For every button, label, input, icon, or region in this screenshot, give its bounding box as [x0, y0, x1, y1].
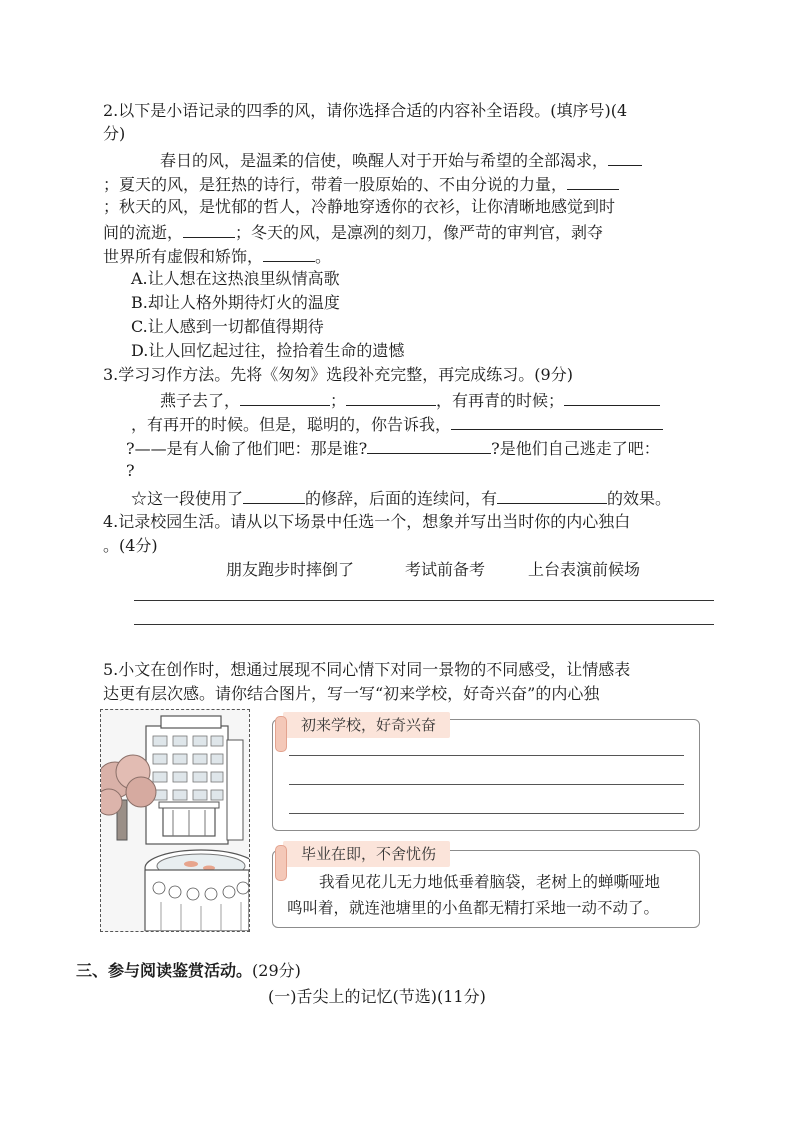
box1-answer-line-3[interactable] [289, 813, 684, 814]
q2-title-line2: 分) [103, 124, 126, 143]
q3-text: ，有再开的时候。但是，聪明的，你告诉我， [131, 415, 452, 434]
box1-answer-line-2[interactable] [289, 784, 684, 785]
q4-answer-line-1[interactable] [134, 600, 714, 601]
q3-line1 [160, 387, 660, 413]
answer-blank-7[interactable] [564, 387, 660, 406]
section3-score: (29分) [252, 961, 301, 980]
q2-passage-text: 春日的风，是温柔的信使，唤醒人对于开始与希望的全部渴求， [160, 151, 609, 170]
q4-scene-2: 考试前备考 [405, 560, 486, 579]
q2-passage-line4 [103, 219, 603, 245]
section3-heading [76, 959, 301, 983]
answer-blank-5[interactable] [240, 387, 330, 406]
q3-text: ☆这一段使用了 [131, 489, 244, 508]
box2-text-line1: 我看见花儿无力地低垂着脑袋，老树上的蝉嘶哑地 [319, 873, 661, 891]
q5-title-line2: 达更有层次感。请你结合图片，写一写“初来学校，好奇兴奋”的内心独 [103, 684, 600, 703]
q3-star-line [131, 485, 671, 511]
q4-title-line1: 4.记录校园生活。请从以下场景中任选一个，想象并写出当时你的内心独白 [103, 512, 631, 531]
box2-label-ribbon [283, 841, 450, 867]
school-building-image [101, 710, 249, 931]
q2-passage-line1 [160, 147, 642, 173]
section3-title: 三、参与阅读鉴赏活动。 [76, 961, 253, 980]
q2-title-line1: 2.以下是小语记录的四季的风，请你选择合适的内容补全语段。(填序号)(4 [103, 101, 628, 120]
q4-scene-1: 朋友跑步时摔倒了 [226, 560, 355, 579]
q2-option-d: D.让人回忆起过往，捡拾着生命的遗憾 [131, 341, 405, 360]
answer-blank-6[interactable] [346, 387, 436, 406]
answer-blank-11[interactable] [497, 485, 607, 504]
q4-answer-line-2[interactable] [134, 624, 714, 625]
q2-passage-line3: ；秋天的风，是忧郁的哲人，冷静地穿透你的衣衫，让你清晰地感觉到时 [103, 197, 616, 216]
q4-scene-3: 上台表演前候场 [528, 560, 641, 579]
q2-option-a: A.让人想在这热浪里纵情高歌 [131, 269, 340, 288]
box2-label: 毕业在即，不舍忧伤 [301, 845, 437, 863]
q3-text: ； [330, 391, 347, 410]
ribbon-curl-icon [275, 845, 287, 881]
q3-line3 [126, 435, 660, 461]
box1-answer-line-1[interactable] [289, 755, 684, 756]
q3-line4: ? [126, 461, 135, 480]
q2-passage-text: 间的流逝， [103, 223, 184, 242]
answer-blank-1[interactable] [608, 147, 642, 166]
q3-line2 [131, 411, 663, 437]
writing-box-sad [272, 845, 700, 928]
box2-text-line2: 鸣叫着，就连池塘里的小鱼都无精打采地一动不动了。 [287, 899, 660, 917]
box1-label-ribbon [283, 712, 450, 738]
q3-text: 的效果。 [607, 489, 672, 508]
q2-passage-text: ；夏天的风，是狂热的诗行，带着一股原始的、不由分说的力量， [103, 175, 568, 194]
writing-box-curious [272, 716, 700, 831]
answer-blank-3[interactable] [183, 219, 235, 238]
q2-passage-line2 [103, 171, 619, 197]
q3-text: ?——是有人偷了他们吧：那是谁? [126, 439, 368, 458]
q2-passage-text: 。 [315, 247, 332, 266]
q3-text: 的修辞，后面的连续问，有 [305, 489, 498, 508]
ribbon-curl-icon [275, 716, 287, 752]
q3-title: 3.学习习作方法。先将《匆匆》选段补充完整，再完成练习。(9分) [103, 365, 573, 384]
q3-text: ，有再青的时候； [436, 391, 565, 410]
q4-title-line2: 。(4分) [103, 536, 158, 555]
q2-option-c: C.让人感到一切都值得期待 [131, 317, 324, 336]
answer-blank-2[interactable] [567, 171, 619, 190]
section3-subheading: (一)舌尖上的记忆(节选)(11分) [268, 987, 486, 1006]
q3-text: 燕子去了， [160, 391, 241, 410]
box1-label: 初来学校，好奇兴奋 [301, 716, 437, 734]
school-illustration [100, 709, 250, 932]
q2-passage-line5 [103, 243, 331, 269]
answer-blank-4[interactable] [263, 243, 315, 262]
q2-passage-text: 世界所有虚假和矫饰， [103, 247, 264, 266]
q2-passage-text: ；冬天的风，是凛冽的刻刀，像严苛的审判官，剥夺 [235, 223, 604, 242]
answer-blank-10[interactable] [243, 485, 305, 504]
answer-blank-9[interactable] [367, 435, 491, 454]
answer-blank-8[interactable] [451, 411, 663, 430]
q3-text: ?是他们自己逃走了吧： [491, 439, 660, 458]
q5-title-line1: 5.小文在创作时，想通过展现不同心情下对同一景物的不同感受，让情感表 [103, 660, 631, 679]
q2-option-b: B.却让人格外期待灯火的温度 [131, 293, 340, 312]
